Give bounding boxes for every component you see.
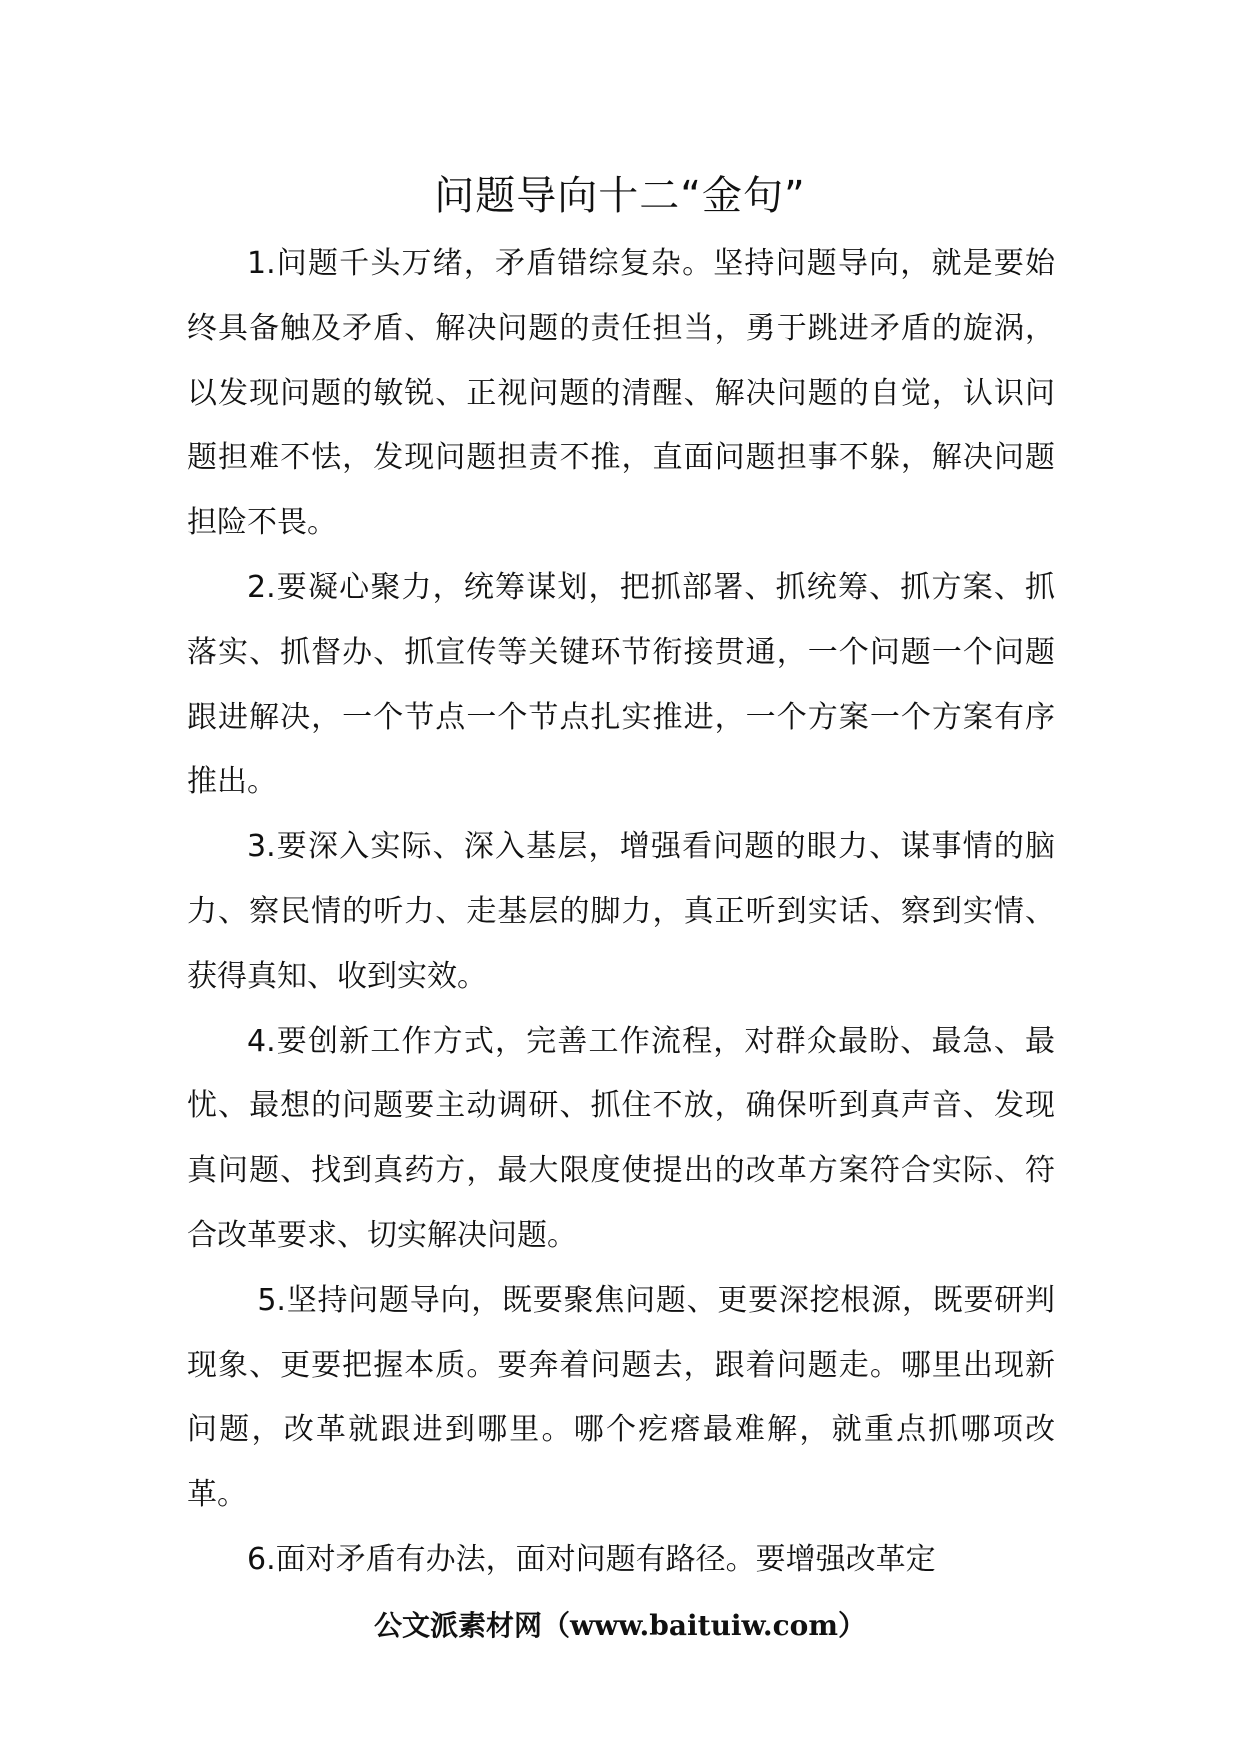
paragraph-6: 6.面对矛盾有办法，面对问题有路径。要增强改革定 [247, 1541, 936, 1577]
document-title: 问题导向十二“金句” [434, 173, 806, 219]
paragraph-3: 3.要深入实际、深入基层，增强看问题的眼力、谋事情的脑力、察民情的听力、走基层的脚力，真正听到实话、察到实情、获得真知、收到实效。 [187, 829, 1055, 994]
paragraph-4: 4.要创新工作方式，完善工作流程，对群众最盼、最急、最忧、最想的问题要主动调研、抓住不放，确保听到真声音、发现真问题、找到真药方，最大限度使提出的改革方案符合实际、符合改革要求、切实解决问题。 [187, 1023, 1055, 1253]
paragraph-5: 5.坚持问题导向，既要聚焦问题、更要深挖根源，既要研判现象、更要把握本质。要奔着问题去，跟着问题走。哪里出现新问题，改革就跟进到哪里。哪个疙瘩最难解，就重点抓哪项改革。 [187, 1282, 1056, 1513]
paragraph-1: 1.问题千头万绪，矛盾错综复杂。坚持问题导向，就是要始终具备触及矛盾、解决问题的责任担当，勇于跳进矛盾的旋涡，以发现问题的敏锐、正视问题的清醒、解决问题的自觉，认识问题担难不怯，发现问题担责不推，直面问题担事不躲，解决问题担险不畏。 [187, 246, 1055, 541]
document-body [187, 232, 1055, 1593]
paragraph-2: 2.要凝心聚力，统筹谋划，把抓部署、抓统筹、抓方案、抓落实、抓督办、抓宣传等关键环节衔接贯通，一个问题一个问题跟进解决，一个节点一个节点扎实推进，一个方案一个方案有序推出。 [187, 569, 1055, 800]
footer-watermark-text: 公文派素材网（www.baituiw.com） [374, 1609, 866, 1642]
